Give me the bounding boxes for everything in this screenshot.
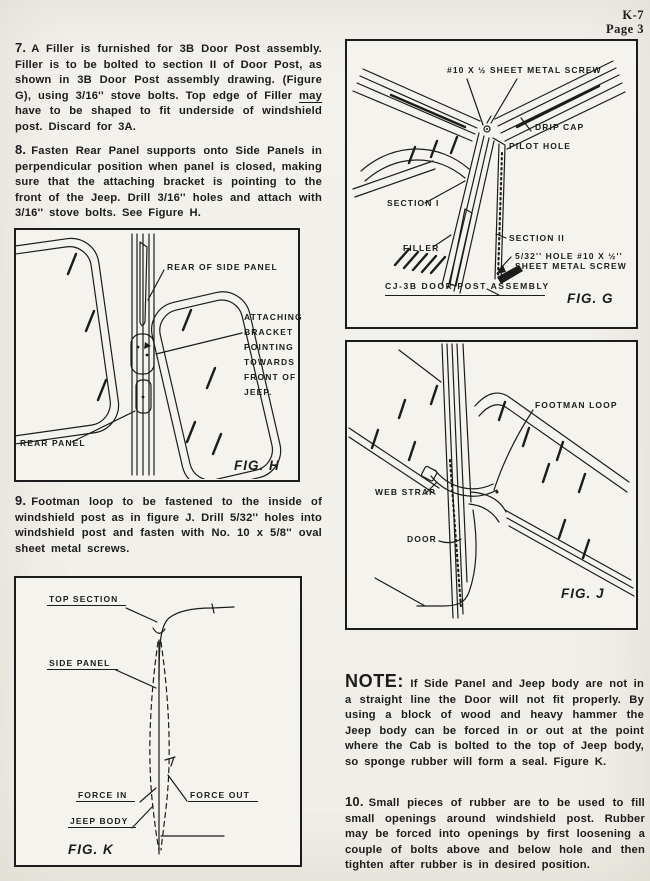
figure-j [345,340,638,630]
paragraph-10-text: Small pieces of rubber are to be used to fill small openings around windshield post. Rubber may be forced into openings by first loosening a couple of bolts above and below hole and then tighten after rubber is in desired position. [345,797,645,871]
figure-h-label-attaching-bracket: ATTACHING BRACKET POINTING TOWARDS FRONT OF JEEP. [244,312,303,397]
page-header [606,8,644,37]
figure-k [14,576,302,867]
doc-reference: K-7 [622,8,644,22]
figure-g-caption: CJ-3B DOOR POST ASSEMBLY [385,281,545,296]
paragraph-10-number: 10. [345,794,364,809]
note-text: If Side Panel and Jeep body are not in a straight line the Door will not fit properly. By using a block of wood and heavy hammer the Jeep body can be forced in or out at the point where the Cab is bolted to the top of Jeep body, so sponge rubber will form a seal. Figure K. [345,678,644,768]
paragraph-7-number: 7. [15,40,27,55]
figure-k-label-side-panel [47,656,118,671]
figure-j-label-web-strap: WEB STRAP [375,487,436,497]
figure-g-label-section-2: SECTION II [509,233,565,243]
figure-g-label-hole-screw [515,251,627,271]
filler-piece [450,209,472,286]
figure-h-tag: FIG. H [234,458,280,473]
paragraph-9-number: 9. [15,493,27,508]
figure-k-label-jeep-body-text: JEEP BODY [68,816,136,828]
figure-j-label-door: DOOR [407,534,437,544]
paragraph-9-text: Footman loop to be fastened to the inside of windshield post as in figure J. Drill 5/32'' holes into windshield post and fasten with No. 10 x 5/8'' oval sheet metal screws. [15,496,322,555]
paragraph-7 [15,40,322,135]
door-post-lines [132,234,154,475]
figure-k-label-top-section-text: TOP SECTION [47,594,126,606]
figure-g-label-hole-line1: 5/32'' HOLE #10 X ½'' [515,251,623,261]
section-2-post [495,144,505,281]
figure-g-label-filler: FILLER [403,243,440,253]
figure-k-label-force-in [76,788,135,803]
figure-k-label-top-section [47,592,126,607]
figure-g-tag: FIG. G [567,291,614,306]
section-1-post [442,133,494,293]
figure-h-label-rear-of-side-panel: REAR OF SIDE PANEL [167,262,278,272]
figure-k-label-force-out-text: FORCE OUT [188,790,258,802]
figure-h-label-rear-panel: REAR PANEL [20,438,86,448]
pilot-hole-junction [484,116,491,132]
figure-g-label-hole-line2: SHEET METAL SCREW [515,261,627,271]
figure-g-label-drip-cap: DRIP CAP [535,122,585,132]
side-panel-lines [150,640,175,854]
figure-g-label-sheet-metal-screw: #10 X ½ SHEET METAL SCREW [447,65,602,75]
paragraph-8 [15,142,322,222]
paragraph-9 [15,493,322,557]
paragraph-8-text: Fasten Rear Panel supports onto Side Panels in perpendicular position when panel is closed, making sure that the attaching bracket is pointing to the front of the Jeep. Drill 3/16'' holes and attach with 3/16'' stove bolts. See Figure H. [15,145,322,219]
windshield-header-rail [353,69,480,141]
glass-reflection-marks [68,254,221,454]
page-number: Page 3 [605,22,644,37]
roof-line [399,350,441,382]
note-paragraph [345,671,644,770]
figure-k-label-force-in-text: FORCE IN [76,790,135,802]
figure-k-tag: FIG. K [68,842,114,857]
paragraph-7-text-end: have to be shaped to fit underside of windshield post. Discard for 3A. [15,105,322,133]
figure-j-label-footman-loop: FOOTMAN LOOP [535,400,618,410]
figure-k-label-force-out [188,788,258,803]
figure-j-tag: FIG. J [561,586,605,601]
paragraph-10 [345,794,645,874]
rear-panel-window [16,235,122,453]
paragraph-7-underlined-word: may [299,89,322,102]
note-label: NOTE: [345,671,404,691]
paragraph-7-text: A Filler is furnished for 3B Door Post assembly. Filler is to be bolted to section II of Door Post, as shown in 3B Door Post assembly drawing. (Figure G), using 3/16'' stove bolts. Top edge of Filler [15,43,322,102]
top-section-curve [153,604,234,680]
figure-h [14,228,303,482]
figure-g-label-pilot-hole: PILOT HOLE [509,141,571,151]
figure-g [345,39,638,329]
figure-k-label-side-panel-text: SIDE PANEL [47,658,118,670]
figure-k-label-jeep-body [68,814,136,829]
figure-g-label-section-1: SECTION I [387,198,440,208]
paragraph-8-number: 8. [15,142,27,157]
side-panel-edge [469,393,634,596]
figure-k-drawing [16,578,299,864]
